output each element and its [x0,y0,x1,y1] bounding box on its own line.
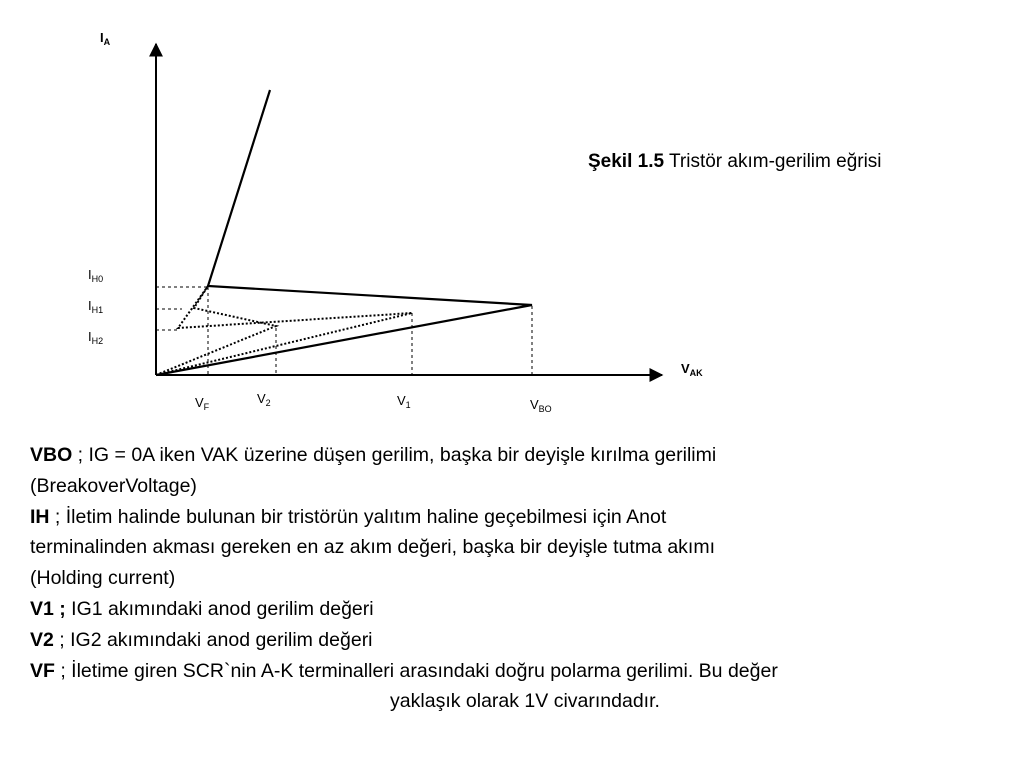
vf-definition: VF ; İletime giren SCR`nin A-K terminalleri arasındaki doğru polarma gerilimi. Bu değer [30,659,778,682]
figure-caption [588,151,882,173]
vf-definition-cont: yaklaşık olarak 1V civarındadır. [390,690,660,713]
y-axis-label: $I_A$ [100,30,111,47]
x-axis-label: $V_{AK}$ [681,361,703,378]
forward-blocking-curve [156,90,532,375]
ih-definition-cont: terminalinden akması gereken en az akım değeri, başka bir deyişle tutma akımı [30,536,715,559]
ih1-label: $I_{H1}$ [88,298,104,315]
caption-number: Şekil 1.5 [588,151,665,172]
vbo-definition: VBO ; IG = 0A iken VAK üzerine düşen gerilim, başka bir deyişle kırılma gerilimi [30,444,717,466]
v2-label: $V_2$ [257,391,271,408]
v2-definition: V2 ; IG2 akımındaki anod gerilim değeri [30,628,373,651]
ih-definition-cont2: (Holding current) [30,567,176,590]
definitions-block [30,440,1020,717]
ih2-label: $I_{H2}$ [88,329,104,346]
ih0-label: $I_{H0}$ [88,267,104,284]
ig1-curve [156,286,412,375]
vbo-definition-cont: (BreakoverVoltage) [30,474,197,497]
v1-definition: V1 ; IG1 akımındaki anod gerilim değeri [30,597,374,620]
caption-text: Tristör akım-gerilim eğrisi [664,151,882,172]
vbo-label: $V_{BO}$ [530,397,552,414]
vf-label: $V_F$ [195,395,210,412]
ih-definition: IH ; İletim halinde bulunan bir tristörün yalıtım haline geçebilmesi için Anot [30,505,667,528]
v1-label: $V_1$ [397,393,411,410]
